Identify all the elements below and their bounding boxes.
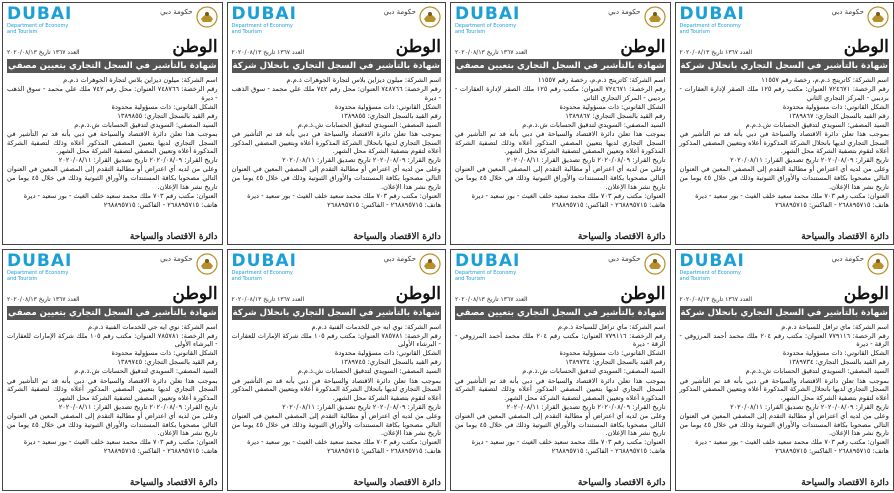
newspaper-masthead: الوطن xyxy=(620,283,666,304)
notice-body-line: الشكل القانوني: ذات مسؤولية محدودة xyxy=(111,102,218,111)
notice-footer xyxy=(7,232,218,242)
notice-body-line: الشكل القانوني: ذات مسؤولية محدودة xyxy=(334,349,441,358)
notice-body xyxy=(455,76,666,231)
dubai-logo-subtitle: Department of Economy and Tourism xyxy=(231,269,293,282)
notice-body-line: رقم الرخصة: ٧٧٩١١٦ العنوان: مكتب رقم ٢٠٤ ملك محمد أحمد المرزوقي - الرقة - ديرة xyxy=(454,331,666,349)
department-name: دائرة الاقتصاد والسياحة xyxy=(129,231,218,242)
dubai-logo-word: DUBAI xyxy=(454,4,521,24)
notice-body-line: بموجب هذا تعلن دائرة الاقتصاد والسياحة في دبي بأنه قد تم التأشير في السجل التجاري لديها بتعيين المصفي المذكور أعلاه وذلك لتصفية الشركة المذكورة أعلاه وتعيين المصفي لتصفية الشركة محل الشهر. xyxy=(7,130,218,156)
notice-body-line: الشكل القانوني: ذات مسؤولية محدودة xyxy=(334,102,441,111)
notice-body-line: رقم القيد بالسجل التجاري: ١٣٨٩٨٦٧ xyxy=(788,111,889,120)
government-brand xyxy=(608,253,665,275)
dubai-logo-word: DUBAI xyxy=(679,250,745,271)
notice-body-line: رقم الرخصة: ٧٢٤٦٧١ العنوان: مكتب رقم ١٢٥ ملك الصقر لإدارة العقارات - برديبي - المركز التجاري الثاني xyxy=(454,85,666,102)
notice-body-line: العنوان: مكتب رقم ٧٠٣ ملك محمد سعيد خلف الغيث - بور سعيد - ديرة xyxy=(247,191,441,200)
notice-body xyxy=(680,323,889,478)
notice-body-line: هاتف: ٢٦٨٨٩٥٧١٥ - الفاكس: ٢٦٨٨٩٥٧١٥ xyxy=(551,200,666,209)
government-name: حكومة دبي xyxy=(608,8,641,16)
dubai-logo-subtitle: Department of Economy and Tourism xyxy=(7,23,69,35)
notice-footer xyxy=(680,478,889,488)
notice-body-line: وعلى من لديه أي اعتراض أو مطالبة التقدم إلى المصفي المعين في العنوان التالي مصحوبا بكافة المستندات والأوراق الثبوتية وذلك في خلال ٤٥ يوما من تاريخ نشر هذا الإعلان. xyxy=(454,411,666,438)
notice-body-line: رقم الرخصة: ٧٢٤٦٧١ العنوان: مكتب رقم ١٢٥ ملك الصقر لإدارة العقارات - برديبي - المركز التجاري الثاني xyxy=(679,85,889,102)
notice-body-line: اسم الشركة: ميلون ديزاين بلاس لتجارة الجوهرات ذ.م.م xyxy=(63,76,218,84)
dubai-logo-subtitle: Department of Economy and Tourism xyxy=(231,23,293,35)
notice-body-line: بموجب هذا تعلن دائرة الاقتصاد والسياحة في دبي بأنه قد تم التأشير في السجل التجاري لديها بتعيين المصفي المذكور أعلاه وذلك لتصفية الشركة المذكورة أعلاه وتعيين المصفي لتصفية الشركة محل الشهر. xyxy=(454,130,666,156)
paper-line xyxy=(7,38,218,56)
notice-footer xyxy=(232,478,441,488)
issue-info: العدد ١٣٦٧ تاريخ ٢٠٢٠/٠٨/١٣ xyxy=(7,295,80,303)
paper-line xyxy=(455,285,666,303)
notice-body-line: الشكل القانوني: ذات مسؤولية محدودة xyxy=(111,349,218,358)
government-brand xyxy=(384,6,441,28)
emblem-icon xyxy=(644,253,666,275)
notice-footer xyxy=(7,478,218,488)
paper-line xyxy=(7,285,218,303)
paper-line xyxy=(232,38,441,56)
newspaper-masthead: الوطن xyxy=(620,37,666,57)
notice-body-line: السيد المصفي: السويدي لتدقيق الحسابات ش.ذ.م.م xyxy=(74,120,218,129)
notice-body-line: السيد المصفي: السويدي لتدقيق الحسابات ش.ذ.م.م xyxy=(745,367,889,376)
dubai-logo-subtitle: Department of Economy and Tourism xyxy=(454,23,517,35)
paper-line xyxy=(455,38,666,56)
department-name: دائرة الاقتصاد والسياحة xyxy=(353,478,441,488)
dubai-logo xyxy=(231,250,302,282)
government-brand xyxy=(831,6,888,28)
notice-card xyxy=(2,249,223,492)
notice-body-line: رقم القيد بالسجل التجاري: ١٣٨٩٧٣٤ xyxy=(565,358,666,367)
notice-body-line: هاتف: ٢٦٨٨٩٥٧١٥ - الفاكس: ٢٦٨٨٩٥٧١٥ xyxy=(327,200,441,209)
notice-body-line: رقم القيد بالسجل التجاري: ١٣٨٩٧٤٥ xyxy=(340,358,441,367)
notice-body-line: بموجب هذا تعلن دائرة الاقتصاد والسياحة في دبي بأنه قد تم التأشير في السجل التجاري لديها بانحلال الشركة المذكورة أعلاه وبتعيين المصفي المذكور أعلاه لتقوم بتصفية الشركة محل الشهر. xyxy=(231,130,441,156)
notice-title: شهادة بالتأشير في السجل التجاري بانحلال شركة xyxy=(232,61,440,71)
notice-body-line: رقم الرخصة: ٧٤٨٧٦٦ العنوان: محل رقم ٧٤٢ ملك علي محمد - سوق الذهب - ديرة xyxy=(231,85,441,102)
notice-body-line: رقم الرخصة: ٧٨٥٧٨١ العنوان: مكتب رقم ١٠٥ ملك شركة الإمارات للعقارات - البرشاء الأولى xyxy=(231,331,441,349)
notice-body-line: رقم الرخصة: ٧٤٨٧٦٦ العنوان: محل رقم ٧٤٢ ملك علي محمد - سوق الذهب - ديرة xyxy=(7,85,218,102)
notice-body-line: رقم القيد بالسجل التجاري: ١٣٨٩٨٥٥ xyxy=(340,111,441,120)
notice-body-line: العنوان: مكتب رقم ٧٠٣ ملك محمد سعيد خلف الغيث - بور سعيد - ديرة xyxy=(695,191,889,200)
notice-body-line: اسم الشركة: نوي ايه جي للخدمات الفنية ذ.م.م xyxy=(311,322,441,331)
notice-title: شهادة بالتأشير في السجل التجاري بتعيين مصفي xyxy=(455,307,665,318)
government-name: حكومة دبي xyxy=(383,8,416,16)
notice-body-line: وعلى من لديه أي اعتراض أو مطالبة التقدم إلى المصفي المعين في العنوان التالي مصحوبا بكافة المستندات والأوراق الثبوتية وذلك في خلال ٤٥ يوما من تاريخ نشر هذا الإعلان. xyxy=(231,411,441,438)
emblem-icon xyxy=(196,253,218,275)
notice-body-line: اسم الشركة: ميلون ديزاين بلاس لتجارة الجوهرات ذ.م.م xyxy=(286,76,441,84)
newspaper-masthead: الوطن xyxy=(172,283,218,304)
notice-body xyxy=(455,323,666,478)
notice-body-line: العنوان: مكتب رقم ٧٠٣ ملك محمد سعيد خلف الغيث - بور سعيد - ديرة xyxy=(23,191,218,200)
notice-body-line: الشكل القانوني: ذات مسؤولية محدودة xyxy=(559,349,666,358)
paper-line xyxy=(680,285,889,303)
notice-body-line: هاتف: ٢٦٨٨٩٥٧١٥ - الفاكس: ٢٦٨٨٩٥٧١٥ xyxy=(775,200,889,209)
notice-body-line: تاريخ القرار: ٢٠٢٠/٠٨/٠٩ تاريخ تصديق القرار: ٢٠٢٠/٠٨/١١ xyxy=(282,156,441,165)
notice-body-line: بموجب هذا تعلن دائرة الاقتصاد والسياحة في دبي بأنه قد تم التأشير في السجل التجاري لديها بانحلال الشركة المذكورة أعلاه وبتعيين المصفي المذكور أعلاه لتقوم بتصفية الشركة محل الشهر. xyxy=(679,130,889,156)
notice-body xyxy=(680,76,889,231)
notice-body-line: اسم الشركة: نوي ايه جي للخدمات الفنية ذ.م.م xyxy=(88,322,218,331)
dubai-logo xyxy=(454,250,525,282)
notice-body-line: رقم القيد بالسجل التجاري: ١٣٨٩٧٣٤ xyxy=(788,358,889,367)
department-name: دائرة الاقتصاد والسياحة xyxy=(353,231,441,242)
notice-title: شهادة بالتأشير في السجل التجاري بانحلال شركة xyxy=(680,61,888,71)
notice-body-line: الشكل القانوني: ذات مسؤولية محدودة xyxy=(782,349,889,358)
dubai-logo xyxy=(679,250,750,282)
notice-card xyxy=(675,2,894,245)
notice-body-line: تاريخ القرار: ٢٠٢٠/٠٨/٠٩ تاريخ تصديق القرار: ٢٠٢٠/٠٨/١١ xyxy=(730,156,889,165)
notice-body-line: العنوان: مكتب رقم ٧٠٣ ملك محمد سعيد خلف الغيث - بور سعيد - ديرة xyxy=(247,438,441,447)
department-name: دائرة الاقتصاد والسياحة xyxy=(577,231,666,242)
notice-body-line: وعلى من لديه أي اعتراض أو مطالبة التقدم إلى المصفي المعين في العنوان التالي مصحوبا بكافة المستندات والأوراق الثبوتية وذلك في خلال ٤٥ يوما من تاريخ نشر هذا الإعلان. xyxy=(454,165,666,191)
notice-body-line: بموجب هذا تعلن دائرة الاقتصاد والسياحة في دبي بأنه قد تم التأشير في السجل التجاري لديها بانحلال الشركة المذكورة أعلاه وبتعيين المصفي المذكور أعلاه لتقوم بتصفية الشركة محل الشهر. xyxy=(679,376,889,402)
newspaper-masthead: الوطن xyxy=(172,37,218,57)
notice-title: شهادة بالتأشير في السجل التجاري بانحلال شركة xyxy=(680,307,888,318)
notice-body-line: رقم القيد بالسجل التجاري: ١٣٨٩٧٤٥ xyxy=(117,358,218,367)
notice-body-line: اسم الشركة: كاترينج ذ.م.م، رخصة رقم ١١٥٥٧ xyxy=(537,76,666,84)
dubai-logo-subtitle: Department of Economy and Tourism xyxy=(679,23,741,35)
dubai-logo-word: DUBAI xyxy=(231,4,297,24)
notice-body-line: بموجب هذا تعلن دائرة الاقتصاد والسياحة في دبي بأنه قد تم التأشير في السجل التجاري لديها بتعيين المصفي المذكور أعلاه وذلك لتصفية الشركة المذكورة أعلاه وتعيين المصفي لتصفية الشركة محل الشهر. xyxy=(454,376,666,402)
newspaper-masthead: الوطن xyxy=(843,283,889,304)
paper-line xyxy=(232,285,441,303)
government-name: حكومة دبي xyxy=(608,254,641,263)
notice-body-line: السيد المصفي: السويدي لتدقيق الحسابات ش.ذ.م.م xyxy=(745,120,889,129)
notice-title: شهادة بالتأشير في السجل التجاري بتعيين مصفي xyxy=(8,61,217,71)
notice-body-line: وعلى من لديه أي اعتراض أو مطالبة التقدم إلى المصفي المعين في العنوان التالي مصحوبا بكافة المستندات والأوراق الثبوتية وذلك في خلال ٤٥ يوما من تاريخ نشر هذا الإعلان. xyxy=(679,165,889,191)
dubai-logo xyxy=(232,6,302,35)
notice-body-line: السيد المصفي: السويدي لتدقيق الحسابات ش.ذ.م.م xyxy=(297,120,441,129)
notice-title: شهادة بالتأشير في السجل التجاري بتعيين مصفي xyxy=(8,307,217,318)
emblem-icon xyxy=(867,253,889,275)
dubai-logo-word: DUBAI xyxy=(7,4,73,24)
emblem-icon xyxy=(419,253,441,275)
dubai-logo-word: DUBAI xyxy=(7,250,73,271)
notice-body-line: بموجب هذا تعلن دائرة الاقتصاد والسياحة في دبي بأنه قد تم التأشير في السجل التجاري لديها بانحلال الشركة المذكورة أعلاه وبتعيين المصفي المذكور أعلاه لتقوم بتصفية الشركة محل الشهر. xyxy=(231,376,441,402)
notice-body-line: تاريخ القرار: ٢٠٢٠/٠٨/٠٩ تاريخ تصديق القرار: ٢٠٢٠/٠٨/١١ xyxy=(506,156,666,165)
government-brand xyxy=(608,6,665,28)
government-name: حكومة دبي xyxy=(383,254,416,263)
government-name: حكومة دبي xyxy=(831,254,864,263)
notice-body-line: هاتف: ٢٦٨٨٩٥٧١٥ - الفاكس: ٢٦٨٨٩٥٧١٥ xyxy=(103,447,218,456)
dubai-logo-word: DUBAI xyxy=(454,250,521,271)
department-name: دائرة الاقتصاد والسياحة xyxy=(801,231,889,242)
emblem-icon xyxy=(196,6,218,28)
notice-footer xyxy=(680,232,889,242)
notice-body-line: وعلى من لديه أي اعتراض أو مطالبة التقدم إلى المصفي المعين في العنوان التالي مصحوبا بكافة المستندات والأوراق الثبوتية وذلك في خلال ٤٥ يوما من تاريخ نشر هذا الإعلان. xyxy=(7,411,218,438)
notice-footer xyxy=(455,232,666,242)
notice-body-line: رقم الرخصة: ٧٧٩١١٦ العنوان: مكتب رقم ٢٠٤ ملك محمد أحمد المرزوقي - الرقة - ديرة xyxy=(679,331,889,349)
government-brand xyxy=(160,253,217,275)
notice-body-line: السيد المصفي: السويدي لتدقيق الحسابات ش.ذ.م.م xyxy=(297,367,441,376)
dubai-logo xyxy=(7,250,77,282)
dubai-logo xyxy=(455,6,525,35)
notice-body-line: وعلى من لديه أي اعتراض أو مطالبة التقدم إلى المصفي المعين في العنوان التالي مصحوبا بكافة المستندات والأوراق الثبوتية وذلك في خلال ٤٥ يوما من تاريخ نشر هذا الإعلان. xyxy=(7,165,218,191)
notice-footer xyxy=(232,232,441,242)
issue-info: العدد ١٣٦٧ تاريخ ٢٠٢٠/٠٨/١٣ xyxy=(454,49,528,56)
notice-body-line: اسم الشركة: كاترينج ذ.م.م، رخصة رقم ١١٥٥٧ xyxy=(761,76,889,84)
issue-info: العدد ١٣٦٧ تاريخ ٢٠٢٠/٠٨/١٣ xyxy=(231,295,305,303)
notice-body xyxy=(7,323,218,478)
notice-footer xyxy=(455,478,666,488)
notice-body-line: اسم الشركة: ماي ترافل للسياحة ذ.م.م xyxy=(781,322,889,331)
dubai-logo-subtitle: Department of Economy and Tourism xyxy=(7,269,69,282)
dubai-logo xyxy=(7,6,77,35)
government-brand xyxy=(160,6,217,28)
notice-title: شهادة بالتأشير في السجل التجاري بانحلال شركة xyxy=(232,307,440,318)
department-name: دائرة الاقتصاد والسياحة xyxy=(801,478,889,488)
notices-grid xyxy=(2,2,889,491)
notice-body-line: بموجب هذا تعلن دائرة الاقتصاد والسياحة في دبي بأنه قد تم التأشير في السجل التجاري لديها بتعيين المصفي المذكور أعلاه وذلك لتصفية الشركة المذكورة أعلاه وتعيين المصفي لتصفية الشركة محل الشهر. xyxy=(7,376,218,402)
notice-body-line: السيد المصفي: السويدي لتدقيق الحسابات ش.ذ.م.م xyxy=(74,367,218,376)
emblem-icon xyxy=(867,6,889,28)
notice-body-line: رقم القيد بالسجل التجاري: ١٣٨٩٨٦٧ xyxy=(565,111,666,120)
emblem-icon xyxy=(419,6,441,28)
notice-card xyxy=(227,249,446,492)
newspaper-masthead: الوطن xyxy=(843,37,889,57)
notice-body-line: العنوان: مكتب رقم ٧٠٣ ملك محمد سعيد خلف الغيث - بور سعيد - ديرة xyxy=(471,191,666,200)
notice-body xyxy=(7,76,218,231)
notice-card xyxy=(2,2,223,245)
notice-body-line: الشكل القانوني: ذات مسؤولية محدودة xyxy=(559,102,666,111)
government-name: حكومة دبي xyxy=(160,254,193,263)
issue-info: العدد ١٣٦٧ تاريخ ٢٠٢٠/٠٨/١٣ xyxy=(454,295,528,303)
notice-body-line: الشكل القانوني: ذات مسؤولية محدودة xyxy=(782,102,889,111)
notice-body-line: هاتف: ٢٦٨٨٩٥٧١٥ - الفاكس: ٢٦٨٨٩٥٧١٥ xyxy=(327,447,441,456)
notice-body-line: السيد المصفي: السويدي لتدقيق الحسابات ش.ذ.م.م xyxy=(522,120,666,129)
notice-body-line: هاتف: ٢٦٨٨٩٥٧١٥ - الفاكس: ٢٦٨٨٩٥٧١٥ xyxy=(551,447,666,456)
notice-card xyxy=(450,2,671,245)
notice-body-line: العنوان: مكتب رقم ٧٠٣ ملك محمد سعيد خلف الغيث - بور سعيد - ديرة xyxy=(695,438,889,447)
notice-card xyxy=(450,249,671,492)
government-brand xyxy=(831,253,888,275)
newspaper-masthead: الوطن xyxy=(395,283,441,304)
dubai-logo-word: DUBAI xyxy=(231,250,297,271)
emblem-icon xyxy=(644,6,666,28)
government-brand xyxy=(384,253,441,275)
notice-body-line: تاريخ القرار: ٢٠٢٠/٠٨/٠٩ تاريخ تصديق القرار: ٢٠٢٠/٠٨/١١ xyxy=(730,402,889,411)
issue-info: العدد ١٣٦٧ تاريخ ٢٠٢٠/٠٨/١٣ xyxy=(679,295,753,303)
department-name: دائرة الاقتصاد والسياحة xyxy=(577,478,666,488)
notice-body-line: السيد المصفي: السويدي لتدقيق الحسابات ش.ذ.م.م xyxy=(522,367,666,376)
issue-info: العدد ١٣٦٧ تاريخ ٢٠٢٠/٠٨/١٣ xyxy=(231,49,305,56)
notice-title: شهادة بالتأشير في السجل التجاري بتعيين مصفي xyxy=(455,61,665,71)
dubai-logo-subtitle: Department of Economy and Tourism xyxy=(454,269,517,282)
notice-body-line: رقم الرخصة: ٧٨٥٧٨١ العنوان: مكتب رقم ١٠٥ ملك شركة الإمارات للعقارات - البرشاء الأولى xyxy=(7,331,218,349)
notice-body-line: رقم القيد بالسجل التجاري: ١٣٨٩٨٥٥ xyxy=(117,111,218,120)
dubai-logo-word: DUBAI xyxy=(679,4,745,24)
notice-body xyxy=(232,323,441,478)
notice-card xyxy=(227,2,446,245)
dubai-logo-subtitle: Department of Economy and Tourism xyxy=(679,269,741,282)
notice-body-line: وعلى من لديه أي اعتراض أو مطالبة التقدم إلى المصفي المعين في العنوان التالي مصحوبا بكافة المستندات والأوراق الثبوتية وذلك في خلال ٤٥ يوما من تاريخ نشر هذا الإعلان. xyxy=(231,165,441,191)
notice-body xyxy=(232,76,441,231)
notice-body-line: العنوان: مكتب رقم ٧٠٣ ملك محمد سعيد خلف الغيث - بور سعيد - ديرة xyxy=(23,438,218,447)
notice-body-line: هاتف: ٢٦٨٨٩٥٧١٥ - الفاكس: ٢٦٨٨٩٥٧١٥ xyxy=(103,200,218,209)
issue-info: العدد ١٣٦٧ تاريخ ٢٠٢٠/٠٨/١٣ xyxy=(7,49,80,56)
government-name: حكومة دبي xyxy=(831,8,864,16)
paper-line xyxy=(680,38,889,56)
government-name: حكومة دبي xyxy=(160,8,193,16)
notice-body-line: تاريخ القرار: ٢٠٢٠/٠٨/٠٩ تاريخ تصديق القرار: ٢٠٢٠/٠٨/١١ xyxy=(58,156,218,165)
notice-card xyxy=(675,249,894,492)
notice-body-line: هاتف: ٢٦٨٨٩٥٧١٥ - الفاكس: ٢٦٨٨٩٥٧١٥ xyxy=(775,447,889,456)
newspaper-masthead: الوطن xyxy=(395,37,441,57)
notice-body-line: وعلى من لديه أي اعتراض أو مطالبة التقدم إلى المصفي المعين في العنوان التالي مصحوبا بكافة المستندات والأوراق الثبوتية وذلك في خلال ٤٥ يوما من تاريخ نشر هذا الإعلان. xyxy=(679,411,889,438)
notice-body-line: تاريخ القرار: ٢٠٢٠/٠٨/٠٩ تاريخ تصديق القرار: ٢٠٢٠/٠٨/١١ xyxy=(58,402,218,411)
notice-body-line: العنوان: مكتب رقم ٧٠٣ ملك محمد سعيد خلف الغيث - بور سعيد - ديرة xyxy=(471,438,666,447)
dubai-logo xyxy=(680,6,750,35)
notice-body-line: تاريخ القرار: ٢٠٢٠/٠٨/٠٩ تاريخ تصديق القرار: ٢٠٢٠/٠٨/١١ xyxy=(506,402,666,411)
notice-body-line: تاريخ القرار: ٢٠٢٠/٠٨/٠٩ تاريخ تصديق القرار: ٢٠٢٠/٠٨/١١ xyxy=(282,402,441,411)
department-name: دائرة الاقتصاد والسياحة xyxy=(129,478,218,488)
issue-info: العدد ١٣٦٧ تاريخ ٢٠٢٠/٠٨/١٣ xyxy=(679,49,753,56)
notice-body-line: اسم الشركة: ماي ترافل للسياحة ذ.م.م xyxy=(557,322,666,331)
